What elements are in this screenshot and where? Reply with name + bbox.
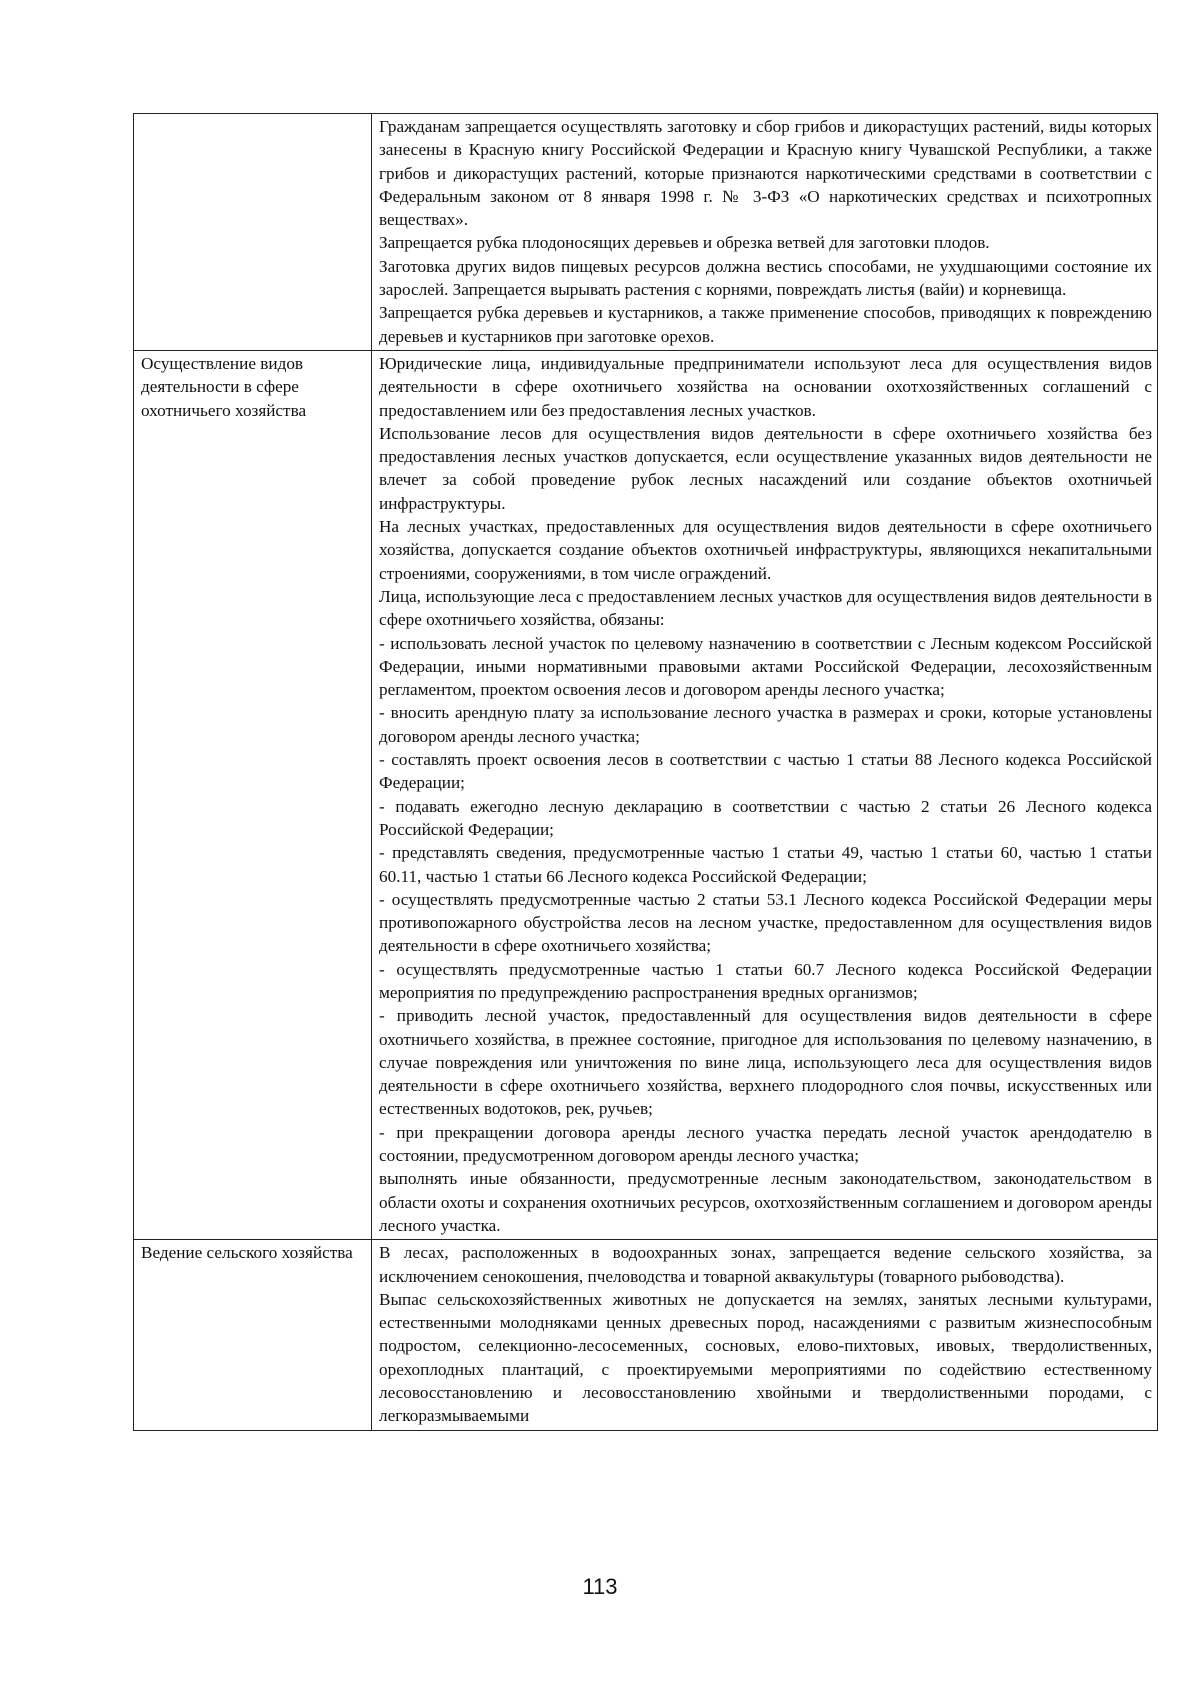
content-paragraph: - осуществлять предусмотренные частью 1 статьи 60.7 Лесного кодекса Российской Федерации мероприятия по предупреждению распространения вредных организмов; [379, 959, 1152, 1002]
content-paragraph: Выпас сельскохозяйственных животных не допускается на землях, занятых лесными культурами, естественными молодняками ценных древесных пород, насаждениями с развитым жизнеспособным подростом, селекционно-лесосеменных, сосновых, елово-пихтовых, ивовых, твердолиственных, орехоплодных плантаций, с проектируемыми мероприятиями по содействию естественному лесовосстановлению и лесовосстановлению хвойными и твердолиственными породами, с легкоразмываемыми [379, 1289, 1152, 1426]
row-label-cell: Осуществление видов деятельности в сфере охотничьего хозяйства [134, 350, 372, 1239]
regulation-table [133, 113, 1158, 1431]
row-content-cell [372, 350, 1158, 1239]
content-paragraph: Лица, использующие леса с предоставлением лесных участков для осуществления видов деятельности в сфере охотничьего хозяйства, обязаны: [379, 586, 1152, 630]
content-paragraph: Гражданам запрещается осуществлять заготовку и сбор грибов и дикорастущих растений, виды которых занесены в Красную книгу Российской Федерации и Красную книгу Чувашской Республики, а также грибов и дикорастущих растений, которые признаются наркотическими средствами в соответствии с Федеральным законом от 8 января 1998 г. № 3-ФЗ «О наркотических средствах и психотропных веществах». [379, 117, 1152, 230]
content-paragraph: - подавать ежегодно лесную декларацию в соответствии с частью 2 статьи 26 Лесного кодекса Российской Федерации; [379, 796, 1152, 839]
content-paragraph: Запрещается рубка деревьев и кустарников, а также применение способов, приводящих к повреждению деревьев и кустарников при заготовке орехов. [379, 303, 1152, 346]
content-paragraph: На лесных участках, предоставленных для осуществления видов деятельности в сфере охотничьего хозяйства, допускается создание объектов охотничьей инфраструктуры, являющихся некапитальными строениями, сооружениями, в том числе ограждений. [379, 517, 1152, 583]
content-paragraph: В лесах, расположенных в водоохранных зонах, запрещается ведение сельского хозяйства, за исключением сенокошения, пчеловодства и товарной аквакультуры (товарного рыбоводства). [379, 1243, 1152, 1286]
content-paragraph: - использовать лесной участок по целевому назначению в соответствии с Лесным кодексом Российской Федерации, иными нормативными правовыми актами Российской Федерации, лесохозяйственным регламентом, проектом освоения лесов и договором аренды лесного участка; [379, 633, 1152, 700]
content-paragraph: - при прекращении договора аренды лесного участка передать лесной участок арендодателю в состоянии, предусмотренном договором аренды лесного участка; [379, 1122, 1152, 1166]
content-paragraph: - вносить арендную плату за использование лесного участка в размерах и сроки, которые установлены договором аренды лесного участка; [379, 703, 1152, 746]
content-paragraph: - осуществлять предусмотренные частью 2 статьи 53.1 Лесного кодекса Российской Федерации меры противопожарного обустройства лесов на лесном участке, предоставленном для осуществления видов деятельности в сфере охотничьего хозяйства; [379, 889, 1152, 956]
content-paragraph: Запрещается рубка плодоносящих деревьев и обрезка ветвей для заготовки плодов. [379, 233, 990, 253]
row-content-cell [372, 114, 1158, 351]
content-paragraph: выполнять иные обязанности, предусмотренные лесным законодательством, законодательством в области охоты и сохранения охотничьих ресурсов, охотхозяйственным соглашением и договором аренды лесного участка. [379, 1169, 1152, 1235]
row-label-cell: Ведение сельского хозяйства [134, 1240, 372, 1430]
content-paragraph: - представлять сведения, предусмотренные частью 1 статьи 49, частью 1 статьи 60, частью 1 статьи 60.11, частью 1 статьи 66 Лесного кодекса Российской Федерации; [379, 843, 1152, 886]
table-row [134, 350, 1158, 1239]
table-row [134, 1240, 1158, 1430]
content-paragraph: Юридические лица, индивидуальные предприниматели используют леса для осуществления видов деятельности в сфере охотничьего хозяйства на основании охотхозяйственных соглашений с предоставлением или без предоставления лесных участков. [379, 353, 1152, 420]
page-number: 113 [582, 1574, 618, 1599]
table-row [134, 114, 1158, 351]
row-label-cell [134, 114, 372, 351]
content-paragraph: Заготовка других видов пищевых ресурсов должна вестись способами, не ухудшающими состояние их зарослей. Запрещается вырывать растения с корнями, повреждать листья (вайи) и корневища. [379, 256, 1152, 300]
table-body [134, 114, 1158, 1431]
content-paragraph: Использование лесов для осуществления видов деятельности в сфере охотничьего хозяйства без предоставления лесных участков допускается, если осуществление указанных видов деятельности не влечет за собой проведение рубок лесных насаждений или создание объектов охотничьей инфраструктуры. [379, 423, 1152, 513]
content-paragraph: - составлять проект освоения лесов в соответствии с частью 1 статьи 88 Лесного кодекса Российской Федерации; [379, 750, 1152, 793]
row-content-cell [372, 1240, 1158, 1430]
content-paragraph: - приводить лесной участок, предоставленный для осуществления видов деятельности в сфере охотничьего хозяйства, в прежнее состояние, пригодное для использования по целевому назначению, в случае повреждения или уничтожения по вине лица, использующего леса для осуществления видов деятельности в сфере охотничьего хозяйства, верхнего плодородного слоя почвы, искусственных или естественных водотоков, рек, ручьев; [379, 1006, 1152, 1119]
